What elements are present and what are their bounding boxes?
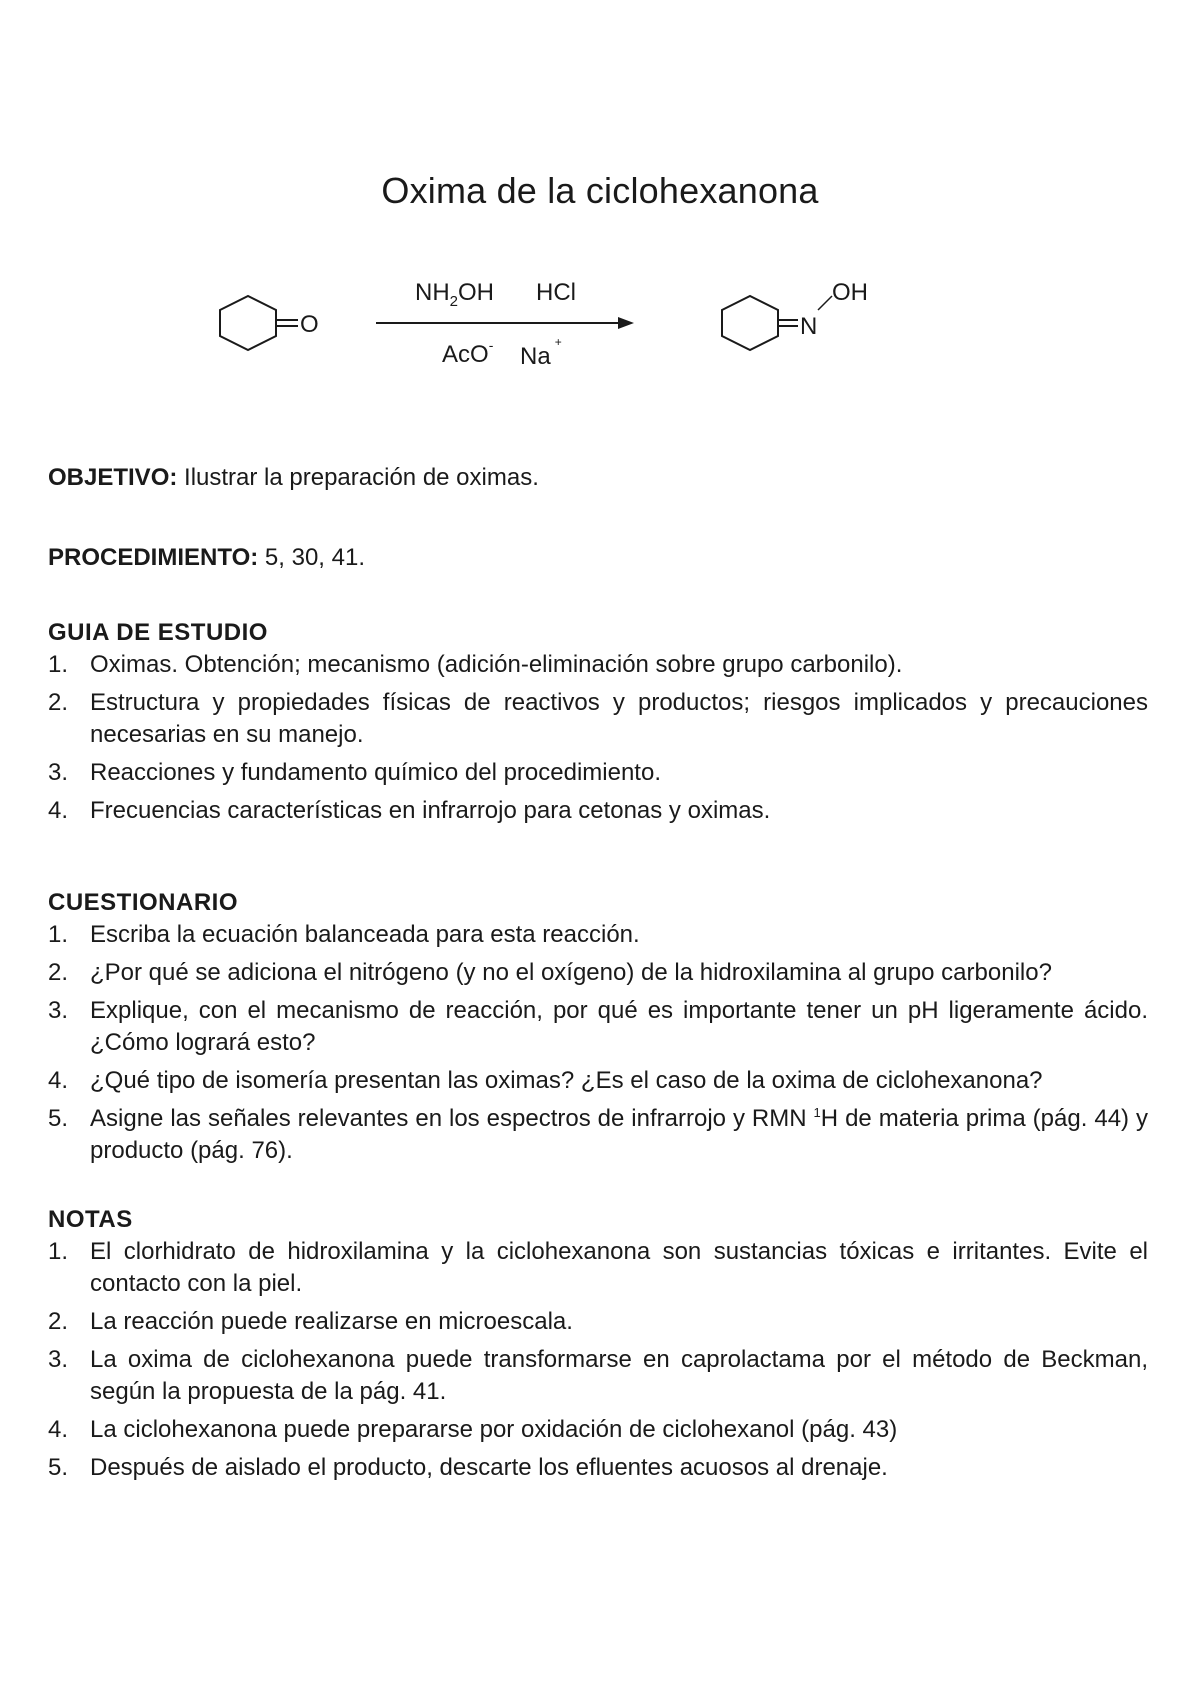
item-text: Oximas. Obtención; mecanismo (adición-eliminación sobre grupo carbonilo).	[90, 651, 903, 678]
questionnaire-list	[48, 919, 1148, 1167]
item-text: Frecuencias características en infrarrojo para cetonas y oximas.	[90, 797, 771, 824]
list-item	[48, 1306, 1148, 1338]
item-number: 1.	[48, 921, 69, 948]
questionnaire-section	[48, 887, 1148, 1173]
list-item	[48, 1452, 1148, 1484]
objective-line	[48, 462, 539, 494]
reaction-scheme	[200, 280, 1000, 410]
list-item	[48, 649, 1148, 681]
item-number: 4.	[48, 1067, 69, 1094]
notes-heading: NOTAS	[48, 1206, 133, 1233]
item-text: ¿Qué tipo de isomería presentan las oximas? ¿Es el caso de la oxima de ciclohexanona?	[90, 1067, 1043, 1094]
reagent-hcl: HCl	[536, 279, 576, 306]
item-text: La reacción puede realizarse en microescala.	[90, 1308, 573, 1335]
item-number: 2.	[48, 1308, 69, 1335]
study-guide-section	[48, 617, 1148, 833]
item-number: 3.	[48, 759, 69, 786]
questionnaire-heading: CUESTIONARIO	[48, 889, 239, 916]
item-number: 4.	[48, 797, 69, 824]
product-nitrogen: N	[800, 313, 818, 340]
list-item	[48, 1065, 1148, 1097]
product-hydroxyl: OH	[832, 279, 868, 306]
list-item	[48, 795, 1148, 827]
item-number: 2.	[48, 959, 69, 986]
item-number: 2.	[48, 689, 69, 716]
item-number: 5.	[48, 1105, 69, 1132]
item-number: 3.	[48, 997, 69, 1024]
item-text: Después de aislado el producto, descarte los efluentes acuosos al drenaje.	[90, 1454, 888, 1481]
item-text: ¿Por qué se adiciona el nitrógeno (y no el oxígeno) de la hidroxilamina al grupo carbonilo?	[90, 959, 1052, 986]
list-item	[48, 757, 1148, 789]
objective-text: Ilustrar la preparación de oximas.	[184, 464, 539, 491]
notes-list	[48, 1236, 1148, 1484]
list-item	[48, 995, 1148, 1059]
reactant-ring	[220, 296, 276, 350]
item-number: 1.	[48, 651, 69, 678]
reaction-arrow-head	[618, 317, 634, 329]
procedure-line	[48, 542, 365, 574]
list-item	[48, 919, 1148, 951]
notes-section	[48, 1204, 1148, 1490]
product-ring	[722, 296, 778, 350]
item-number: 4.	[48, 1416, 69, 1443]
superscript: 1	[813, 1105, 821, 1120]
item-text: Escriba la ecuación balanceada para esta reacción.	[90, 921, 640, 948]
reaction-diagram	[200, 280, 1000, 410]
objective-label: OBJETIVO:	[48, 464, 178, 491]
item-text: El clorhidrato de hidroxilamina y la ciclohexanona son sustancias tóxicas e irritantes. Evite el contacto con la piel.	[90, 1238, 1148, 1297]
list-item	[48, 1344, 1148, 1408]
reactant-oxygen: O	[300, 311, 319, 338]
reagent-acetate: AcO-	[442, 337, 494, 368]
procedure-label: PROCEDIMIENTO:	[48, 544, 259, 571]
list-item	[48, 1414, 1148, 1446]
item-number: 5.	[48, 1454, 69, 1481]
item-text-a: Asigne las señales relevantes en los espectros de infrarrojo y RMN	[90, 1105, 814, 1132]
list-item	[48, 687, 1148, 751]
item-number: 3.	[48, 1346, 69, 1373]
n-o-bond	[818, 296, 832, 310]
study-guide-list	[48, 649, 1148, 827]
reagent-sodium: Na+	[520, 335, 562, 370]
procedure-text: 5, 30, 41.	[264, 544, 365, 571]
item-text: Explique, con el mecanismo de reacción, por qué es importante tener un pH ligeramente ácido. ¿Cómo logrará esto?	[90, 997, 1148, 1056]
item-text: Estructura y propiedades físicas de reactivos y productos; riesgos implicados y precauciones necesarias en su manejo.	[90, 689, 1148, 748]
reagent-nh2oh: $NH_2OH$	[415, 279, 495, 310]
list-item	[48, 1236, 1148, 1300]
list-item	[48, 957, 1148, 989]
item-text: La oxima de ciclohexanona puede transformarse en caprolactama por el método de Beckman, según la propuesta de la pág. 41.	[90, 1346, 1148, 1405]
item-number: 1.	[48, 1238, 69, 1265]
study-guide-heading: GUIA DE ESTUDIO	[48, 619, 268, 646]
item-text: La ciclohexanona puede prepararse por oxidación de ciclohexanol (pág. 43)	[90, 1416, 898, 1443]
item-text: Reacciones y fundamento químico del procedimiento.	[90, 759, 661, 786]
item-text-b: H de materia prima (pág. 44) y producto (pág. 76).	[90, 1105, 1148, 1164]
page-title: Oxima de la ciclohexanona	[381, 170, 819, 211]
list-item	[48, 1103, 1148, 1167]
